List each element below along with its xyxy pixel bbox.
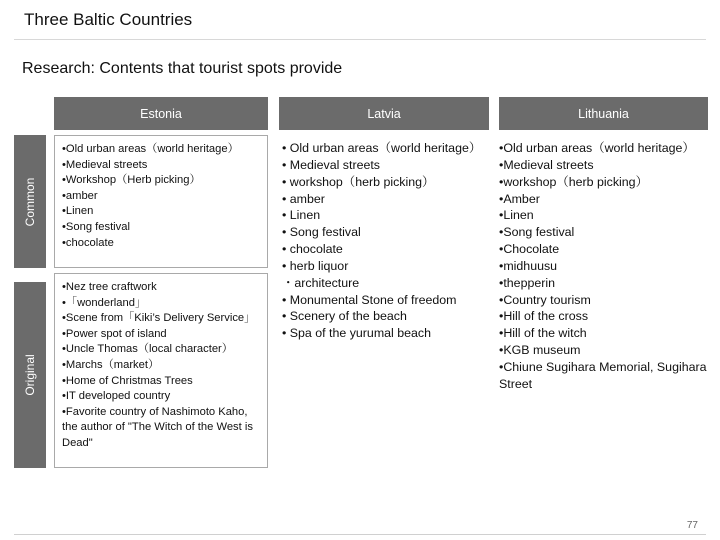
- list-item: •Favorite country of Nashimoto Kaho, the author of "The Witch of the West is Dead": [62, 405, 253, 449]
- row-label-original: Original: [14, 282, 46, 468]
- list-item: • herb liquor: [282, 258, 349, 273]
- list-item: •Uncle Thomas（local character）: [62, 343, 233, 356]
- list-item: •Scene from「Kiki’s Delivery Service」: [62, 312, 256, 325]
- list-item: •Song festival: [499, 225, 575, 240]
- header-lithuania: Lithuania: [499, 97, 708, 130]
- list-item: • Scenery of the beach: [282, 309, 407, 324]
- list-item: •workshop（herb picking）: [499, 174, 648, 189]
- list-item: •Country tourism: [499, 292, 591, 307]
- list-item: • amber: [282, 191, 325, 206]
- estonia-original-list: [55, 274, 267, 452]
- footer-divider: [14, 534, 706, 535]
- list-item: •Workshop（Herb picking）: [62, 174, 201, 187]
- estonia-original-box: [54, 273, 268, 468]
- list-item: •Chiune Sugihara Memorial, Sugihara Street: [499, 359, 707, 391]
- header-estonia: Estonia: [54, 97, 268, 130]
- list-item: •Old urban areas（world heritage）: [62, 143, 239, 155]
- list-item: •Linen: [499, 208, 534, 223]
- list-item: •Marchs（market）: [62, 358, 160, 371]
- list-item: •Nez tree craftwork: [62, 281, 157, 293]
- list-item: •「wonderland」: [62, 296, 147, 309]
- list-item: • workshop（herb picking）: [282, 174, 435, 189]
- list-item: •Power spot of island: [62, 327, 167, 340]
- slide-subtitle: Research: Contents that tourist spots provide: [22, 60, 343, 77]
- list-item: • Old urban areas（world heritage）: [282, 141, 482, 155]
- list-item: • Monumental Stone of freedom: [282, 292, 457, 307]
- header-latvia: Latvia: [279, 97, 489, 130]
- list-item: •Chocolate: [499, 242, 560, 257]
- row-label-common: Common: [14, 135, 46, 268]
- list-item: ・architecture: [282, 275, 360, 290]
- list-item: •Home of Christmas Trees: [62, 374, 193, 387]
- list-item: • Medieval streets: [282, 157, 380, 172]
- page-number: 77: [686, 520, 698, 531]
- list-item: •Hill of the cross: [499, 309, 589, 324]
- list-item: •Old urban areas（world heritage）: [499, 141, 695, 155]
- list-item: •Medieval streets: [62, 158, 148, 171]
- list-item: • Song festival: [282, 225, 361, 240]
- list-item: •amber: [62, 189, 98, 202]
- list-item: • Linen: [282, 208, 321, 223]
- estonia-common-box: [54, 135, 268, 268]
- list-item: •chocolate: [62, 236, 114, 249]
- list-item: •Hill of the witch: [499, 326, 587, 341]
- list-item: •thepperin: [499, 275, 556, 290]
- list-item: •midhuusu: [499, 258, 558, 273]
- slide-title: Three Baltic Countries: [24, 10, 193, 29]
- list-item: • chocolate: [282, 242, 343, 257]
- list-item: •Amber: [499, 191, 540, 206]
- list-item: • Spa of the yurumal beach: [282, 326, 431, 341]
- list-item: •Song festival: [62, 220, 130, 233]
- list-item: •Medieval streets: [499, 157, 594, 172]
- list-item: •IT developed country: [62, 390, 171, 403]
- latvia-list: [282, 140, 500, 342]
- title-divider: [14, 39, 706, 40]
- estonia-common-list: [55, 136, 267, 251]
- list-item: •Linen: [62, 205, 94, 218]
- list-item: •KGB museum: [499, 343, 581, 358]
- lithuania-list: [499, 140, 717, 393]
